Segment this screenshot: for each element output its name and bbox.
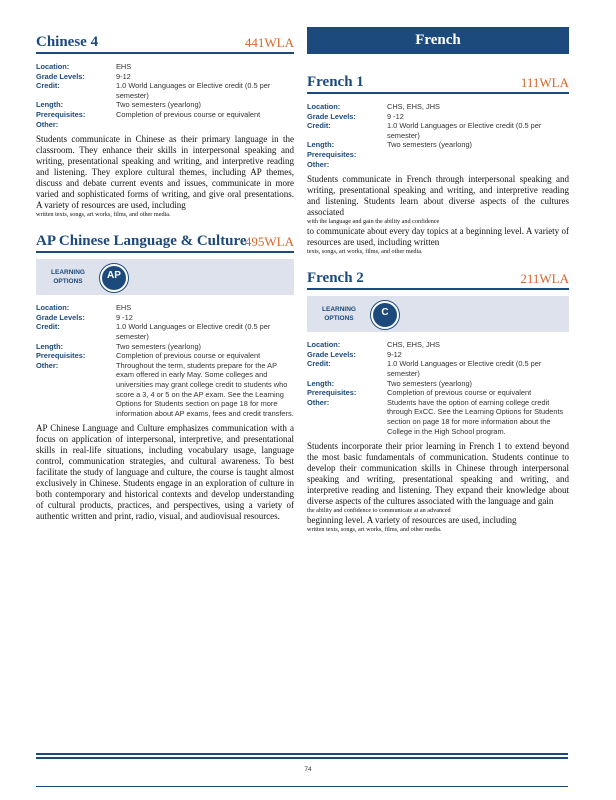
description-small-text: texts, songs, art works, films, and other media. bbox=[307, 248, 423, 256]
meta-value: EHS bbox=[116, 303, 132, 313]
learning-options-panel bbox=[36, 259, 294, 295]
meta-value bbox=[387, 160, 569, 170]
course-code: 495WLA bbox=[244, 234, 294, 250]
description-small-text: written texts, songs, art works, films, and other media. bbox=[307, 526, 442, 534]
course-meta bbox=[307, 102, 569, 169]
meta-key: Grade Levels: bbox=[307, 349, 356, 359]
learning-options-label: LEARNING OPTIONS bbox=[51, 269, 85, 286]
meta-key: Length: bbox=[36, 341, 64, 351]
right-column bbox=[307, 0, 569, 534]
description-text: beginning level. A variety of resources are used, including bbox=[307, 515, 517, 526]
course-title: French 2 bbox=[307, 270, 364, 287]
course-meta bbox=[36, 303, 294, 418]
meta-value: Throughout the term, students prepare for the AP exam offered in early May. Some colleges and universities may grant college credit to students who score a 3, 4 or 5 on the AP exam. See the Learning Options for Students section on page 18 for more information about AP exams, fees and credit transfers. bbox=[116, 360, 294, 418]
meta-key: Location: bbox=[307, 102, 341, 111]
ap-icon-text: AP bbox=[107, 270, 121, 282]
course-header bbox=[36, 30, 294, 54]
meta-key: Other: bbox=[36, 119, 59, 129]
course-header bbox=[307, 70, 569, 94]
language-banner: French bbox=[307, 27, 569, 54]
meta-key: Prerequisites: bbox=[307, 149, 357, 159]
course-code: 111WLA bbox=[520, 75, 569, 90]
course-code: 211WLA bbox=[520, 271, 569, 287]
meta-value: Two semesters (yearlong) bbox=[387, 378, 473, 388]
meta-value: 1.0 World Languages or Elective credit (0.5 per semester) bbox=[387, 359, 542, 378]
meta-value: Students have the option of earning college credit through ExCC. See the Learning Options for Students section on page 18 for more information about the College in the High School program. bbox=[387, 397, 564, 436]
meta-key: Grade Levels: bbox=[307, 111, 356, 121]
description-text: Students incorporate their prior learning in French 1 to extend beyond the most basic fundamentals of communication. Students continue to develop their communication skills in Chinese through interpersonal speaking and writing, presentational speaking and writing, and interpretive reading and listening. They expand their knowledge about diverse aspects of the cultures associated with the language and gain bbox=[307, 441, 569, 507]
meta-value: 9 -12 bbox=[116, 312, 133, 322]
meta-key: Other: bbox=[307, 159, 330, 169]
course-french-1 bbox=[307, 70, 569, 256]
meta-key: Credit: bbox=[307, 121, 331, 131]
course-ap-chinese bbox=[36, 229, 294, 522]
meta-value: Two semesters (yearlong) bbox=[116, 341, 202, 351]
course-header bbox=[307, 266, 569, 290]
meta-value: CHS, EHS, JHS bbox=[387, 102, 440, 111]
meta-value: Two semesters (yearlong) bbox=[387, 140, 473, 150]
meta-value: 1.0 World Languages or Elective credit (0.5 per semester) bbox=[116, 81, 271, 100]
college-credit-icon bbox=[371, 301, 399, 329]
left-column bbox=[36, 0, 294, 522]
description-small-text: written texts, songs, art works, films, and other media. bbox=[36, 211, 171, 219]
ap-icon bbox=[100, 264, 128, 292]
meta-value: 1.0 World Languages or Elective credit (0.5 per semester) bbox=[116, 322, 271, 341]
meta-value: Completion of previous course or equivalent bbox=[116, 109, 261, 119]
course-chinese-4 bbox=[36, 30, 294, 219]
meta-key: Prerequisites: bbox=[36, 109, 86, 119]
course-description bbox=[307, 174, 569, 256]
meta-value bbox=[387, 150, 569, 160]
footer-bottom-rule bbox=[36, 786, 568, 787]
meta-key: Credit: bbox=[36, 322, 60, 332]
meta-key: Location: bbox=[36, 62, 70, 71]
course-description bbox=[36, 423, 294, 522]
meta-value: Completion of previous course or equivalent bbox=[116, 351, 261, 361]
meta-key: Length: bbox=[307, 378, 335, 388]
meta-value: EHS bbox=[116, 62, 132, 71]
course-meta bbox=[36, 62, 294, 129]
college-credit-icon-text: C bbox=[381, 307, 389, 319]
meta-value: 9-12 bbox=[116, 71, 131, 81]
meta-value: Two semesters (yearlong) bbox=[116, 100, 202, 110]
meta-key: Credit: bbox=[36, 81, 60, 91]
course-title: Chinese 4 bbox=[36, 34, 99, 50]
meta-value: 9-12 bbox=[387, 349, 402, 359]
footer-rule bbox=[36, 753, 568, 761]
description-text: Students communicate in French through interpersonal speaking and writing, presentational speaking and writing, and interpretive reading and listening. Students learn about diverse aspects of the cultures associated bbox=[307, 174, 569, 218]
meta-value: 1.0 World Languages or Elective credit (0.5 per semester) bbox=[387, 121, 542, 140]
meta-key: Location: bbox=[36, 303, 70, 313]
meta-value: Completion of previous course or equivalent bbox=[387, 388, 532, 398]
meta-key: Prerequisites: bbox=[36, 351, 86, 361]
meta-key: Other: bbox=[307, 397, 330, 407]
meta-key: Length: bbox=[307, 140, 335, 150]
course-title: AP Chinese Language & Culture bbox=[36, 233, 247, 250]
course-title: French 1 bbox=[307, 74, 364, 90]
description-small-text: with the language and gain the ability and confidence bbox=[307, 218, 440, 226]
meta-value: 9 -12 bbox=[387, 111, 404, 121]
meta-key: Location: bbox=[307, 340, 341, 350]
description-small-text: the ability and confidence to communicate at an advanced bbox=[307, 507, 451, 515]
meta-value bbox=[116, 120, 294, 130]
learning-options-panel bbox=[307, 296, 569, 332]
meta-key: Other: bbox=[36, 360, 59, 370]
meta-key: Credit: bbox=[307, 359, 331, 369]
description-text: Students communicate in Chinese as their primary language in the classroom. They enhance their skills in interpersonal speaking and writing, presentational speaking and writing, and interpretive reading and listening. They explore cultural themes, including AP themes, discuss and debate current events and issues, communicate in more varied and sophisticated forms of writing, and give oral presentations. A variety of resources are used, including bbox=[36, 134, 294, 211]
description-text: to communicate about every day topics at a beginning level. A variety of resources are used, including written bbox=[307, 226, 569, 248]
course-french-2 bbox=[307, 266, 569, 534]
course-code: 441WLA bbox=[244, 35, 294, 50]
meta-key: Grade Levels: bbox=[36, 312, 85, 322]
meta-key: Length: bbox=[36, 100, 64, 110]
course-description bbox=[307, 441, 569, 534]
course-meta bbox=[307, 340, 569, 436]
course-header bbox=[36, 229, 294, 253]
meta-key: Grade Levels: bbox=[36, 71, 85, 81]
meta-value: CHS, EHS, JHS bbox=[387, 340, 440, 350]
description-text: AP Chinese Language and Culture emphasizes communication with a focus on application of interpersonal, interpretive, and presentational skills in real-life situations, including vocabulary usage, language control, communication strategies, and cultural awareness. To best facilitate the study of language and culture, the course is taught almost exclusively in Chinese. Students engage in an exploration of culture in both contemporary and historical contexts and develop understanding of cultural products, practices, and perspectives, using a variety of authentic written and print, radio, visual, and audiovisual resources. bbox=[36, 423, 294, 522]
meta-key: Prerequisites: bbox=[307, 388, 357, 398]
course-description bbox=[36, 134, 294, 219]
learning-options-label: LEARNING OPTIONS bbox=[322, 306, 356, 323]
page-number: 74 bbox=[304, 766, 312, 773]
